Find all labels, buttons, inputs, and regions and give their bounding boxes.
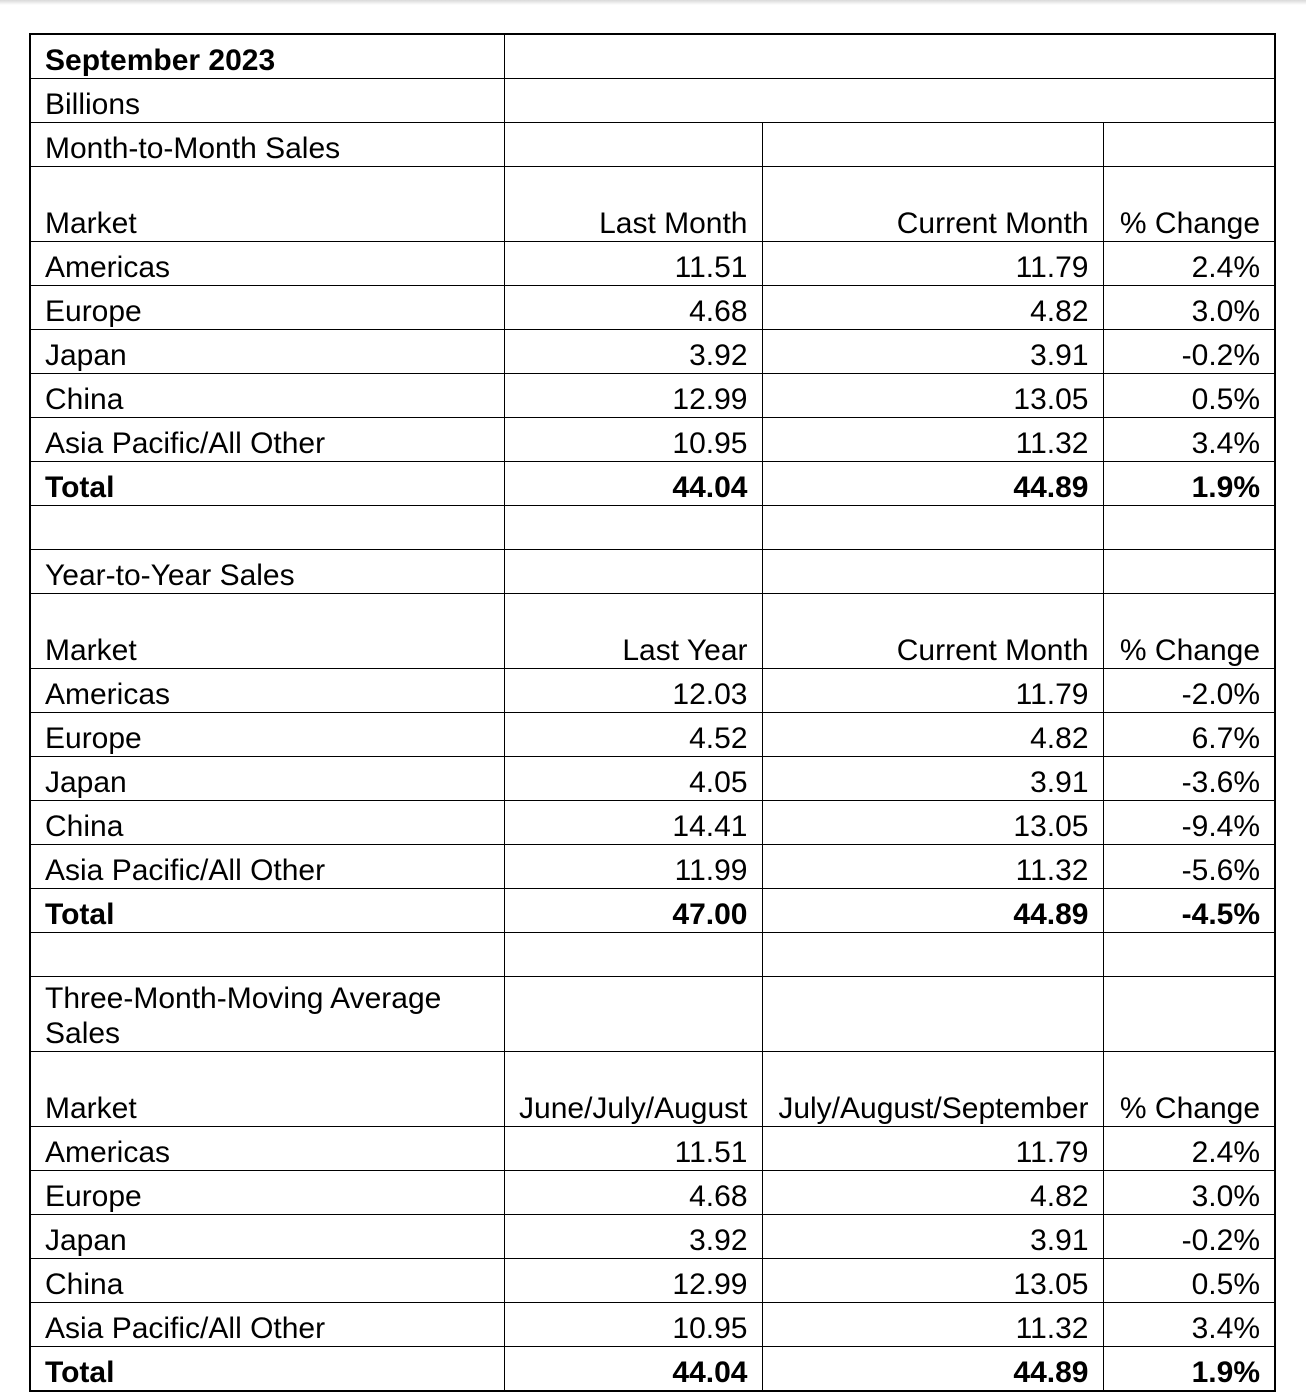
change-cell: 0.5%	[1103, 1259, 1275, 1303]
column-header-row	[30, 167, 1275, 242]
value-b-cell: 4.82	[762, 286, 1103, 330]
value-b-cell: 13.05	[762, 374, 1103, 418]
total-b: 44.89	[762, 462, 1103, 506]
value-b-cell: 11.79	[762, 669, 1103, 713]
value-a-cell: 11.51	[504, 1127, 762, 1171]
change-cell: 3.4%	[1103, 1303, 1275, 1347]
empty-cell	[762, 123, 1103, 167]
value-a-cell: 4.68	[504, 1171, 762, 1215]
value-a-cell: 10.95	[504, 1303, 762, 1347]
market-cell: Europe	[30, 713, 504, 757]
value-a-cell: 4.68	[504, 286, 762, 330]
total-change: 1.9%	[1103, 462, 1275, 506]
col-header-a: June/July/August	[504, 1052, 762, 1127]
change-cell: -0.2%	[1103, 1215, 1275, 1259]
empty-cell	[762, 977, 1103, 1052]
section-title-row	[30, 123, 1275, 167]
spacer-row	[30, 506, 1275, 550]
market-cell: Americas	[30, 669, 504, 713]
title-row	[30, 34, 1275, 79]
section-title: Year-to-Year Sales	[30, 550, 504, 594]
market-cell: Americas	[30, 1127, 504, 1171]
change-cell: 3.0%	[1103, 286, 1275, 330]
value-a-cell: 10.95	[504, 418, 762, 462]
column-header-row	[30, 594, 1275, 669]
table-row	[30, 330, 1275, 374]
market-cell: Asia Pacific/All Other	[30, 845, 504, 889]
section-title: Three-Month-Moving Average Sales	[30, 977, 504, 1052]
table-row	[30, 1303, 1275, 1347]
col-header-b: Current Month	[762, 594, 1103, 669]
col-header-market: Market	[30, 1052, 504, 1127]
market-cell: China	[30, 801, 504, 845]
market-cell: Asia Pacific/All Other	[30, 418, 504, 462]
total-b: 44.89	[762, 889, 1103, 933]
total-change: -4.5%	[1103, 889, 1275, 933]
total-change: 1.9%	[1103, 1347, 1275, 1392]
col-header-a: Last Year	[504, 594, 762, 669]
col-header-change: % Change	[1103, 1052, 1275, 1127]
empty-cell	[1103, 550, 1275, 594]
total-row	[30, 889, 1275, 933]
value-b-cell: 11.32	[762, 418, 1103, 462]
value-a-cell: 12.99	[504, 1259, 762, 1303]
value-b-cell: 11.32	[762, 845, 1103, 889]
col-header-b: Current Month	[762, 167, 1103, 242]
col-header-a: Last Month	[504, 167, 762, 242]
col-header-market: Market	[30, 167, 504, 242]
col-header-market: Market	[30, 594, 504, 669]
total-row	[30, 462, 1275, 506]
report-title: September 2023	[30, 34, 504, 79]
table-row	[30, 801, 1275, 845]
change-cell: 6.7%	[1103, 713, 1275, 757]
market-cell: Japan	[30, 1215, 504, 1259]
table-row	[30, 713, 1275, 757]
spacer-row	[30, 933, 1275, 977]
market-cell: Japan	[30, 330, 504, 374]
market-cell: Japan	[30, 757, 504, 801]
table-row	[30, 1171, 1275, 1215]
table-row	[30, 1259, 1275, 1303]
total-b: 44.89	[762, 1347, 1103, 1392]
col-header-change: % Change	[1103, 167, 1275, 242]
units-label: Billions	[30, 79, 504, 123]
empty-cell	[1103, 123, 1275, 167]
total-row	[30, 1347, 1275, 1392]
table-row	[30, 1127, 1275, 1171]
empty-cell	[762, 550, 1103, 594]
total-a: 44.04	[504, 1347, 762, 1392]
total-a: 44.04	[504, 462, 762, 506]
column-header-row	[30, 1052, 1275, 1127]
empty-cell	[504, 123, 762, 167]
change-cell: 3.4%	[1103, 418, 1275, 462]
market-cell: China	[30, 1259, 504, 1303]
value-a-cell: 12.03	[504, 669, 762, 713]
value-b-cell: 3.91	[762, 757, 1103, 801]
window-top-shadow	[0, 0, 1306, 5]
total-a: 47.00	[504, 889, 762, 933]
change-cell: 0.5%	[1103, 374, 1275, 418]
value-b-cell: 11.79	[762, 1127, 1103, 1171]
table-row	[30, 242, 1275, 286]
section-title-row	[30, 977, 1275, 1052]
value-a-cell: 4.52	[504, 713, 762, 757]
value-b-cell: 11.79	[762, 242, 1103, 286]
section-title-row	[30, 550, 1275, 594]
units-row	[30, 79, 1275, 123]
market-cell: Europe	[30, 1171, 504, 1215]
table-row	[30, 845, 1275, 889]
col-header-b: July/August/September	[762, 1052, 1103, 1127]
table-row	[30, 418, 1275, 462]
value-a-cell: 11.99	[504, 845, 762, 889]
change-cell: 3.0%	[1103, 1171, 1275, 1215]
value-b-cell: 4.82	[762, 1171, 1103, 1215]
empty-cell	[504, 34, 1275, 79]
col-header-change: % Change	[1103, 594, 1275, 669]
value-a-cell: 3.92	[504, 1215, 762, 1259]
market-cell: Asia Pacific/All Other	[30, 1303, 504, 1347]
value-b-cell: 13.05	[762, 801, 1103, 845]
table-row	[30, 757, 1275, 801]
total-label: Total	[30, 1347, 504, 1392]
value-b-cell: 3.91	[762, 330, 1103, 374]
value-a-cell: 3.92	[504, 330, 762, 374]
value-b-cell: 3.91	[762, 1215, 1103, 1259]
table-row	[30, 1215, 1275, 1259]
change-cell: -2.0%	[1103, 669, 1275, 713]
market-cell: China	[30, 374, 504, 418]
change-cell: -5.6%	[1103, 845, 1275, 889]
total-label: Total	[30, 462, 504, 506]
table-row	[30, 374, 1275, 418]
value-b-cell: 11.32	[762, 1303, 1103, 1347]
market-cell: Europe	[30, 286, 504, 330]
market-cell: Americas	[30, 242, 504, 286]
table-row	[30, 669, 1275, 713]
value-a-cell: 14.41	[504, 801, 762, 845]
total-label: Total	[30, 889, 504, 933]
section-title: Month-to-Month Sales	[30, 123, 504, 167]
change-cell: -9.4%	[1103, 801, 1275, 845]
value-a-cell: 4.05	[504, 757, 762, 801]
empty-cell	[504, 79, 1275, 123]
change-cell: 2.4%	[1103, 242, 1275, 286]
change-cell: -0.2%	[1103, 330, 1275, 374]
value-a-cell: 11.51	[504, 242, 762, 286]
empty-cell	[1103, 977, 1275, 1052]
value-b-cell: 13.05	[762, 1259, 1103, 1303]
empty-cell	[504, 977, 762, 1052]
empty-cell	[504, 550, 762, 594]
table-row	[30, 286, 1275, 330]
change-cell: -3.6%	[1103, 757, 1275, 801]
change-cell: 2.4%	[1103, 1127, 1275, 1171]
value-b-cell: 4.82	[762, 713, 1103, 757]
sales-table	[29, 33, 1276, 1392]
value-a-cell: 12.99	[504, 374, 762, 418]
